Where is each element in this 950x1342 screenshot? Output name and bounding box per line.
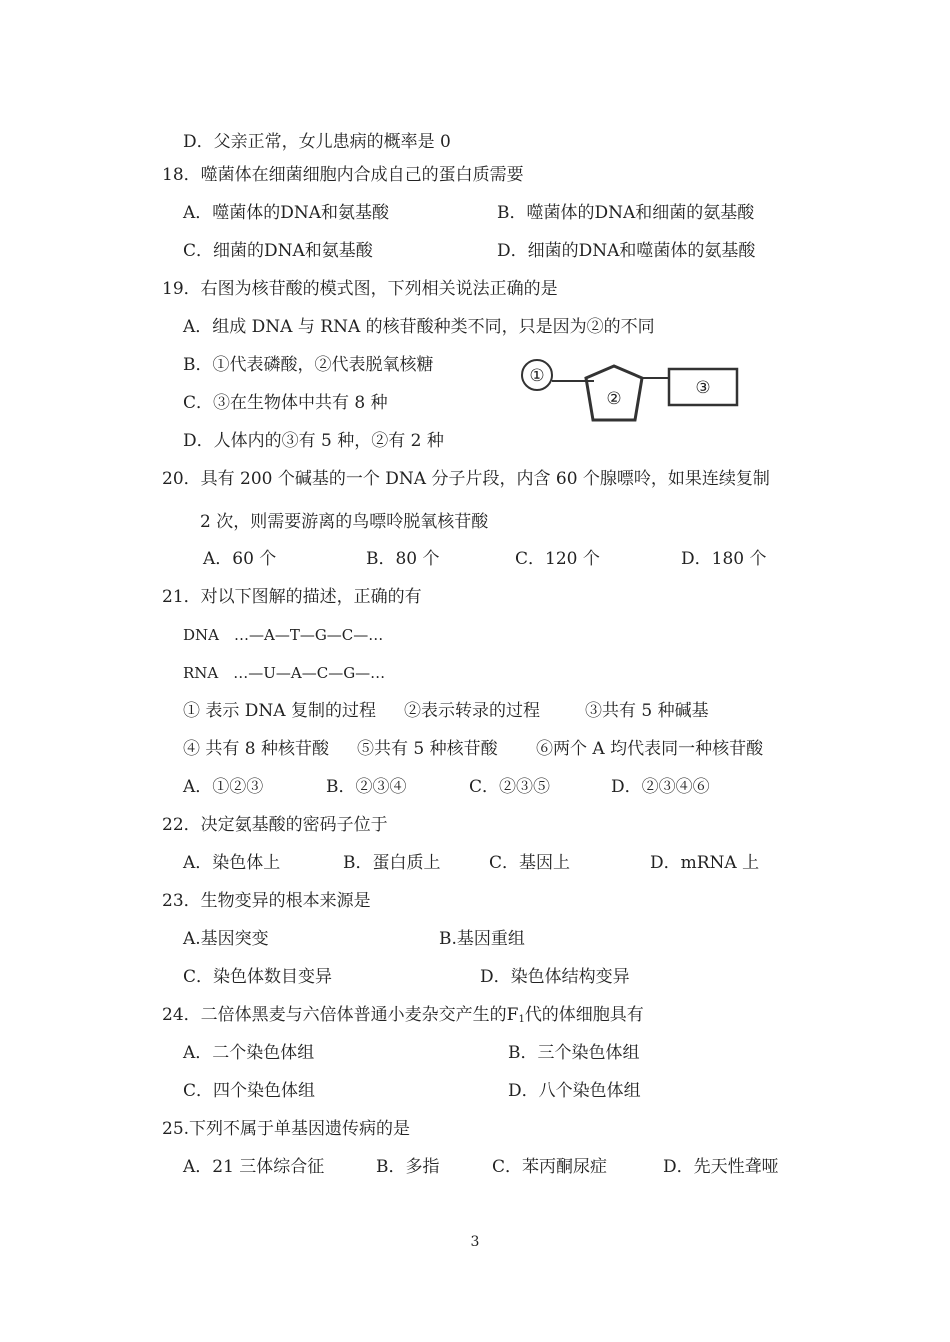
q23-option-a: A.基因突变 — [183, 929, 269, 949]
q20-option-b: B．80 个 — [366, 549, 440, 569]
q21-statement-3: ③共有 5 种碱基 — [585, 701, 709, 721]
q25-option-a: A．21 三体综合征 — [183, 1157, 325, 1177]
q21-stem: 21．对以下图解的描述，正确的有 — [162, 587, 422, 607]
q21-statement-1: ① 表示 DNA 复制的过程 — [183, 701, 376, 721]
q24-stem-pre: 24．二倍体黑麦与六倍体普通小麦杂交产生的 — [162, 1005, 507, 1025]
q21-option-a: A．①②③ — [183, 777, 264, 797]
q20-option-a: A．60 个 — [203, 549, 277, 569]
q23-option-c: C．染色体数目变异 — [183, 967, 333, 987]
q22-option-a: A．染色体上 — [183, 853, 281, 873]
q21-statement-4: ④ 共有 8 种核苷酸 — [183, 739, 330, 759]
q23-option-b: B.基因重组 — [439, 929, 525, 949]
q20-option-d: D．180 个 — [681, 549, 767, 569]
q18-option-a: A．噬菌体的DNA和氨基酸 — [183, 203, 390, 223]
q21-statement-5: ⑤共有 5 种核苷酸 — [357, 739, 498, 759]
q19-option-b: B．①代表磷酸，②代表脱氧核糖 — [183, 355, 434, 375]
q18-option-d: D．细菌的DNA和噬菌体的氨基酸 — [497, 241, 756, 261]
q24-stem — [162, 1004, 644, 1031]
q22-option-d: D．mRNA 上 — [650, 853, 760, 873]
q23-option-d: D．染色体结构变异 — [480, 967, 630, 987]
q25-option-c: C．苯丙酮尿症 — [492, 1157, 608, 1177]
q20-stem: 20．具有 200 个碱基的一个 DNA 分子片段，内含 60 个腺嘌呤，如果连续复制 — [162, 469, 770, 489]
q24-stem-subscript: 1 — [518, 1014, 525, 1025]
q18-option-b: B．噬菌体的DNA和细菌的氨基酸 — [497, 203, 755, 223]
q19-stem: 19．右图为核苷酸的模式图，下列相关说法正确的是 — [162, 279, 558, 299]
q22-option-c: C．基因上 — [489, 853, 571, 873]
q24-stem-post: 代的体细胞具有 — [524, 1005, 644, 1025]
nucleotide-diagram — [518, 354, 742, 428]
q22-stem: 22．决定氨基酸的密码子位于 — [162, 815, 388, 835]
q24-option-b: B．三个染色体组 — [508, 1043, 640, 1063]
q21-option-d: D．②③④⑥ — [611, 777, 710, 797]
q25-option-d: D．先天性聋哑 — [663, 1157, 779, 1177]
q25-stem: 25.下列不属于单基因遗传病的是 — [162, 1119, 411, 1139]
q19-option-c: C．③在生物体中共有 8 种 — [183, 393, 388, 413]
q24-stem-f: F — [506, 1005, 519, 1025]
q24-option-a: A．二个染色体组 — [183, 1043, 315, 1063]
q20-stem-cont: 2 次，则需要游离的鸟嘌呤脱氧核苷酸 — [200, 512, 489, 532]
label-1: ① — [529, 366, 545, 386]
q17-option-d: D．父亲正常，女儿患病的概率是 0 — [183, 132, 451, 152]
q18-option-c: C．细菌的DNA和氨基酸 — [183, 241, 373, 261]
q22-option-b: B．蛋白质上 — [343, 853, 441, 873]
q21-statement-6: ⑥两个 A 均代表同一种核苷酸 — [536, 739, 764, 759]
q19-option-a: A．组成 DNA 与 RNA 的核苷酸种类不同，只是因为②的不同 — [183, 317, 655, 337]
q25-option-b: B．多指 — [376, 1157, 440, 1177]
q21-option-b: B．②③④ — [326, 777, 407, 797]
q20-option-c: C．120 个 — [515, 549, 600, 569]
page-number: 3 — [470, 1234, 480, 1250]
q23-stem: 23．生物变异的根本来源是 — [162, 891, 371, 911]
label-2: ② — [606, 389, 622, 409]
q21-rna-strand: RNA …—U—A—C—G—… — [183, 664, 386, 682]
label-3: ③ — [695, 378, 711, 398]
q24-option-c: C．四个染色体组 — [183, 1081, 316, 1101]
q18-stem: 18．噬菌体在细菌细胞内合成自己的蛋白质需要 — [162, 165, 524, 185]
q21-dna-strand: DNA …—A—T—G—C—… — [183, 626, 384, 644]
q21-statement-2: ②表示转录的过程 — [404, 701, 540, 721]
q21-option-c: C．②③⑤ — [469, 777, 551, 797]
q19-option-d: D．人体内的③有 5 种，②有 2 种 — [183, 431, 444, 451]
q24-option-d: D．八个染色体组 — [508, 1081, 641, 1101]
